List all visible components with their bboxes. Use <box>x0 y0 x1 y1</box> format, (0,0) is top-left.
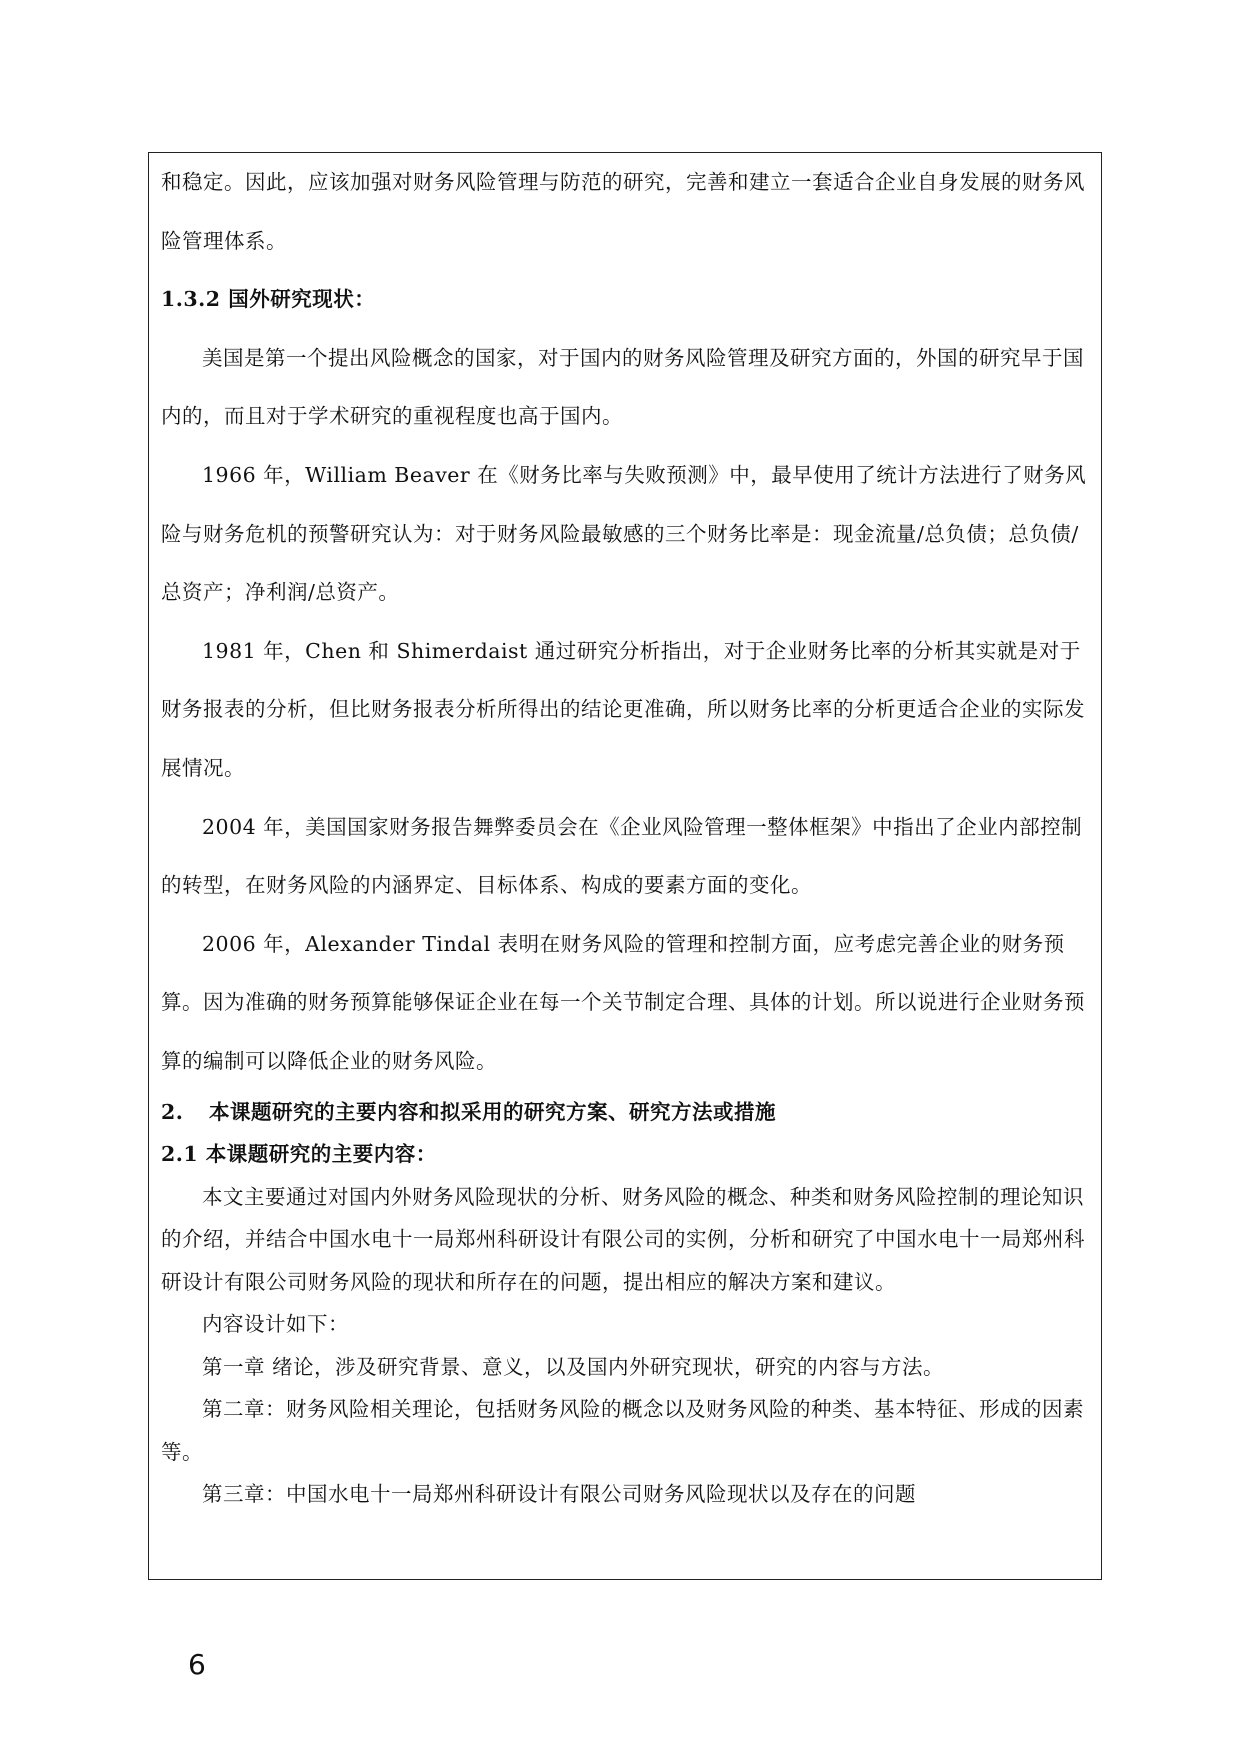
page-number: 6 <box>188 1648 206 1681</box>
paragraph: 第三章：中国水电十一局郑州科研设计有限公司财务风险现状以及存在的问题 <box>202 1482 916 1506</box>
paragraph: 2006 年，Alexander Tindal 表明在财务风险的管理和控制方面，应考虑完善企业的财务预算。因为准确的财务预算能够保证企业在每一个关节制定合理、具体的计划。所以说进行企业财务预算的编制可以降低企业的财务风险。 <box>161 931 1085 1073</box>
paragraph: 1966 年，William Beaver 在《财务比率与失败预测》中，最早使用了统计方法进行了财务风险与财务危机的预警研究认为：对于财务风险最敏感的三个财务比率是：现金流量/总负债；总负债/总资产；净利润/总资产。 <box>161 462 1087 605</box>
paragraph: 1981 年，Chen 和 Shimerdaist 通过研究分析指出，对于企业财务比率的分析其实就是对于财务报表的分析，但比财务报表分析所得出的结论更准确，所以财务比率的分析更适合企业的实际发展情况。 <box>161 638 1085 780</box>
heading-2-number: 2. <box>161 1099 184 1124</box>
paragraph: 美国是第一个提出风险概念的国家，对于国内的财务风险管理及研究方面的，外国的研究早于国内的，而且对于学术研究的重视程度也高于国内。 <box>161 345 1084 429</box>
heading-2 <box>161 1091 1093 1134</box>
heading-1-3-2: 1.3.2 国外研究现状： <box>161 287 376 312</box>
paragraph: 本文主要通过对国内外财务风险现状的分析、财务风险的概念、种类和财务风险控制的理论知识的介绍，并结合中国水电十一局郑州科研设计有限公司的实例，分析和研究了中国水电十一局郑州科研设计有限公司财务风险的现状和所存在的问题，提出相应的解决方案和建议。 <box>161 1184 1085 1294</box>
paragraph: 和稳定。因此，应该加强对财务风险管理与防范的研究，完善和建立一套适合企业自身发展的财务风险管理体系。 <box>161 170 1085 253</box>
tight-section <box>161 1091 1093 1516</box>
heading-2-title: 本课题研究的主要内容和拟采用的研究方案、研究方法或措施 <box>209 1099 776 1124</box>
content-frame <box>148 152 1102 1580</box>
paragraph: 第一章 绪论，涉及研究背景、意义，以及国内外研究现状，研究的内容与方法。 <box>202 1354 945 1379</box>
paragraph: 第二章：财务风险相关理论，包括财务风险的概念以及财务风险的种类、基本特征、形成的因素等。 <box>161 1397 1084 1464</box>
document-body <box>161 153 1093 1516</box>
loose-section <box>161 153 1093 1091</box>
paragraph: 内容设计如下： <box>202 1312 349 1336</box>
paragraph: 2004 年，美国国家财务报告舞弊委员会在《企业风险管理一整体框架》中指出了企业内部控制的转型，在财务风险的内涵界定、目标体系、构成的要素方面的变化。 <box>161 814 1083 898</box>
heading-2-1: 2.1 本课题研究的主要内容： <box>161 1142 437 1166</box>
